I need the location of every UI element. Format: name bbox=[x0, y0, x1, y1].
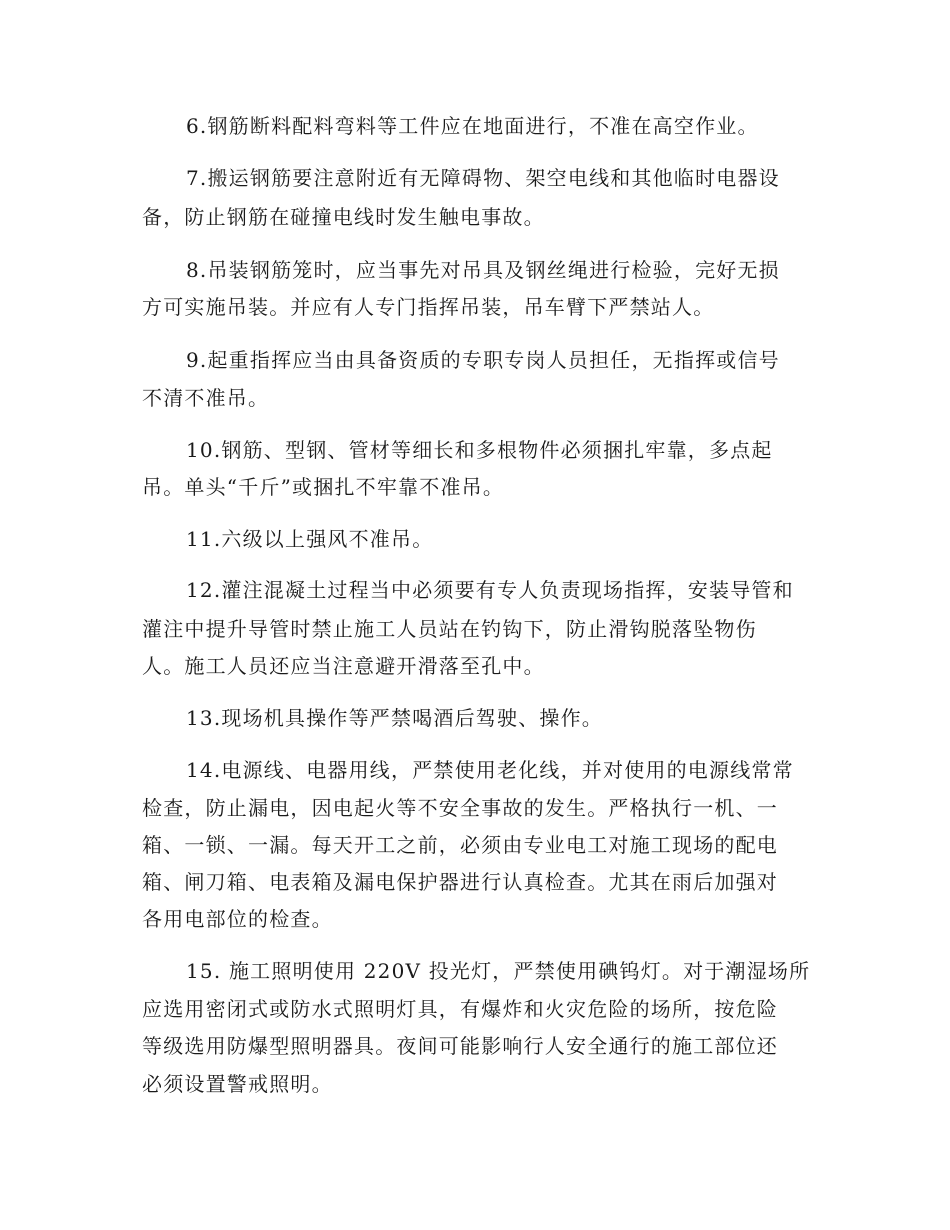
item-15-line-3: 等级选用防爆型照明器具。夜间可能影响行人安全通行的施工部位还 bbox=[142, 1034, 778, 1058]
item-14-line-5: 各用电部位的检查。 bbox=[142, 907, 333, 931]
item-12-line-3: 人。施工人员还应当注意避开滑落至孔中。 bbox=[142, 654, 545, 678]
item-15-line-2: 应选用密闭式或防水式照明灯具，有爆炸和火灾危险的场所，按危险 bbox=[142, 997, 778, 1021]
item-14-line-2: 检查，防止漏电，因电起火等不安全事故的发生。严格执行一机、一 bbox=[142, 796, 778, 820]
item-14-line-3: 箱、一锁、一漏。每天开工之前，必须由专业电工对施工现场的配电 bbox=[142, 833, 778, 857]
item-15-line-1: 15. 施工照明使用 220V 投光灯，严禁使用碘钨灯。对于潮湿场所 bbox=[186, 959, 811, 983]
item-8-line-1: 8.吊装钢筋笼时，应当事先对吊具及钢丝绳进行检验，完好无损 bbox=[186, 258, 780, 282]
item-10-line-1: 10.钢筋、型钢、管材等细长和多根物件必须捆扎牢靠，多点起 bbox=[186, 438, 773, 462]
item-12-line-1: 12.灌注混凝土过程当中必须要有专人负责现场指挥，安装导管和 bbox=[186, 578, 794, 602]
item-12-line-2: 灌注中提升导管时禁止施工人员站在钓钩下，防止滑钩脱落坠物伤 bbox=[142, 617, 757, 641]
item-6-line-1: 6.钢筋断料配料弯料等工件应在地面进行，不准在高空作业。 bbox=[186, 114, 759, 138]
item-7-line-2: 备，防止钢筋在碰撞电线时发生触电事故。 bbox=[142, 205, 545, 229]
item-11-line-1: 11.六级以上强风不准吊。 bbox=[186, 527, 434, 551]
item-7-line-1: 7.搬运钢筋要注意附近有无障碍物、架空电线和其他临时电器设 bbox=[186, 166, 780, 190]
item-9-line-1: 9.起重指挥应当由具备资质的专职专岗人员担任，无指挥或信号 bbox=[186, 348, 780, 372]
item-8-line-2: 方可实施吊装。并应有人专门指挥吊装，吊车臂下严禁站人。 bbox=[142, 295, 715, 319]
item-14-line-4: 箱、闸刀箱、电表箱及漏电保护器进行认真检查。尤其在雨后加强对 bbox=[142, 870, 778, 894]
item-10-line-2: 吊。单头“千斤”或捆扎不牢靠不准吊。 bbox=[142, 475, 505, 499]
item-14-line-1: 14.电源线、电器用线，严禁使用老化线，并对使用的电源线常常 bbox=[186, 758, 794, 782]
item-15-line-4: 必须设置警戒照明。 bbox=[142, 1072, 333, 1096]
item-9-line-2: 不清不准吊。 bbox=[142, 386, 270, 410]
item-13-line-1: 13.现场机具操作等严禁喝酒后驾驶、操作。 bbox=[186, 706, 604, 730]
